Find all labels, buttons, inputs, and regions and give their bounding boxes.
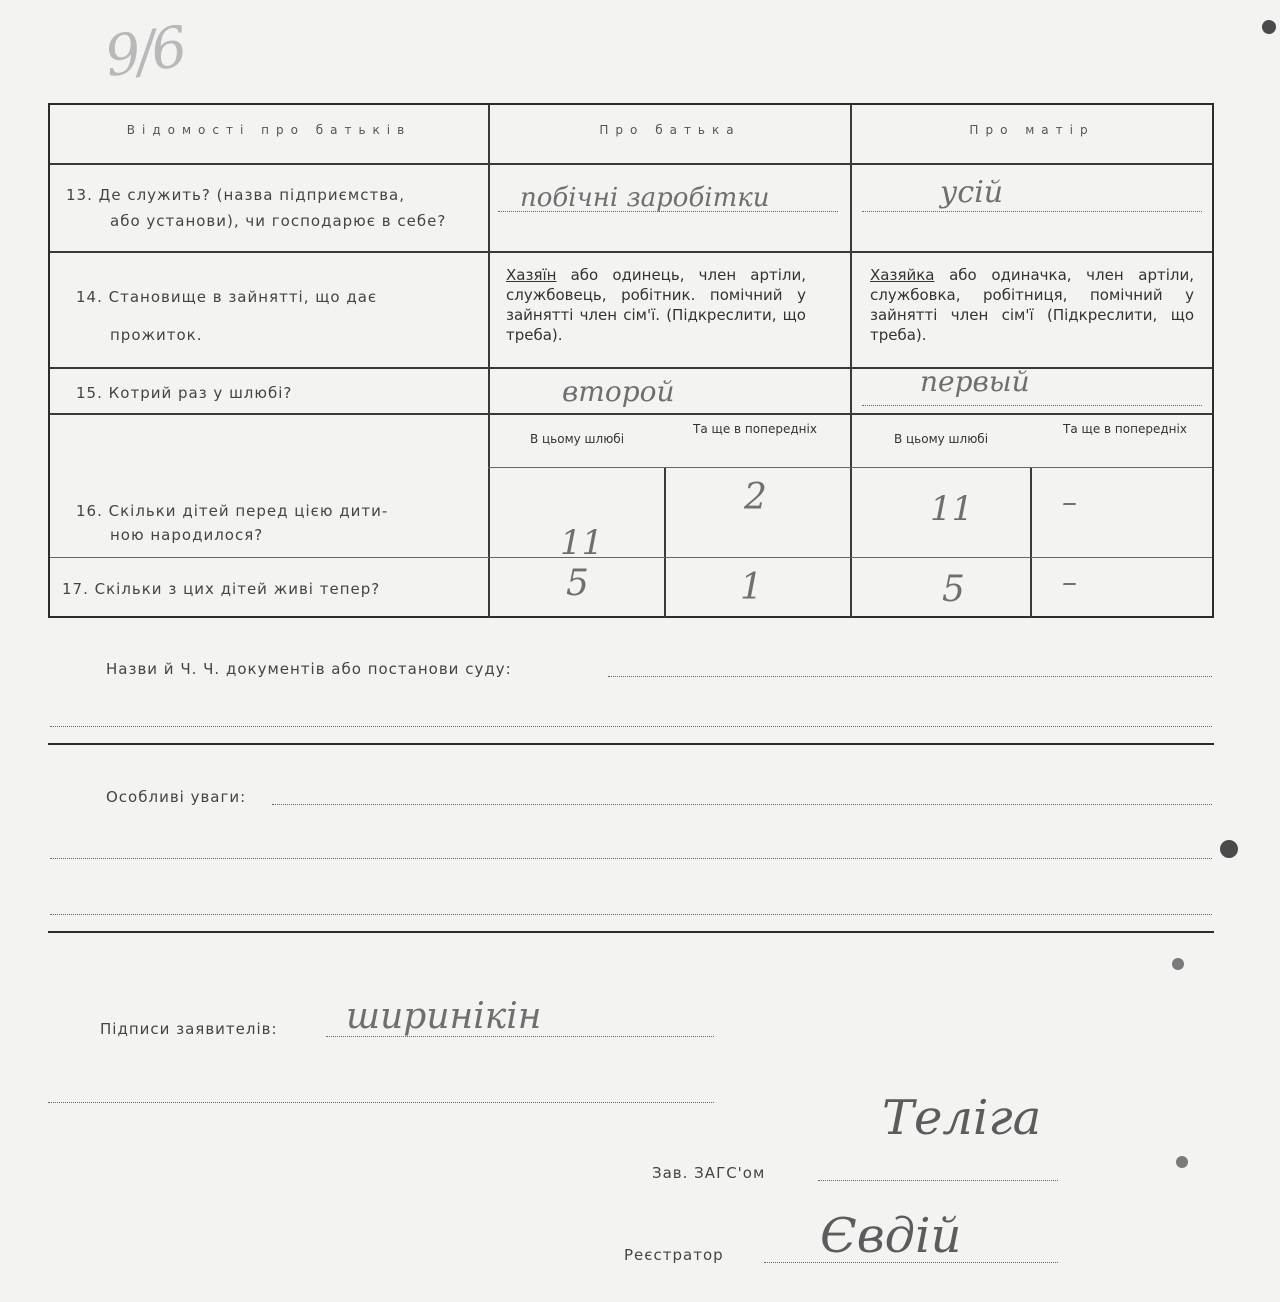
q13-father-value: побічні заробітки [520,183,770,213]
documents-section-rule [48,743,1214,745]
parents-info-table [48,103,1214,618]
q13-mother-line [862,211,1202,212]
q17-label: 17. Скільки з цих дітей живі тепер? [62,580,381,598]
binding-clip-mark [1220,840,1238,858]
q16-father-prev: 2 [744,477,767,518]
q17-father-prev: 1 [740,567,763,608]
q13-label-line1: 13. Де служить? (назва підприємства, [66,186,406,204]
subheader-mother-this: В цьому шлюбі [893,432,989,446]
q14-label-line2: прожиток. [110,326,203,344]
q16-label-line2: ною народилося? [110,526,264,544]
row-divider-13 [50,251,1212,253]
row-divider-15 [50,413,1212,415]
q14-mother-underlined-option: Хазяйка [870,266,935,284]
q15-mother-value: первый [920,365,1030,398]
applicants-signature-label: Підписи заявителів: [100,1020,278,1038]
q16-father-this: 11 [560,523,604,563]
q17-mother-prev: – [1062,565,1077,600]
header-mother: Про матір [969,123,1095,137]
edge-spot-mark-2 [1176,1156,1188,1168]
col-divider-1 [488,105,490,617]
q15-father-value: второй [562,375,675,408]
registrar-signature: Євдій [820,1208,962,1264]
col-divider-mother-sub [1030,467,1032,617]
q14-mother-other-options: або одиначка, член артіли, службовка, робітниця, помічний у зайнятті член сім'ї (Підкреслити, що треба). [870,266,1194,344]
q14-father-other-options: або одинець, член артіли, службовець, робітник. помічний у зайнятті член сім'ї. (Підкреслити, що треба). [506,266,806,344]
documents-line-1 [608,676,1212,677]
edge-spot-mark [1172,958,1184,970]
q14-father-options [506,265,806,345]
remarks-line-3 [50,914,1212,915]
row-divider-header [50,163,1212,165]
subheader-mother-previous: Та ще в попередніх [1063,422,1187,436]
documents-label: Назви й Ч. Ч. документів або постанови суду: [106,660,512,678]
col-divider-father-sub [664,467,666,617]
remarks-label: Особливі уваги: [106,788,247,806]
row-divider-14 [50,367,1212,369]
head-signature: Теліга [882,1090,1042,1146]
remarks-line-2 [50,858,1212,859]
q17-father-this: 5 [566,563,589,604]
row-divider-16 [50,557,1212,558]
q14-father-underlined-option: Хазяїн [506,266,557,284]
q16-mother-prev: – [1062,485,1077,520]
documents-line-2 [50,726,1212,727]
q16-label-line1: 16. Скільки дітей перед цією дити- [76,502,389,520]
remarks-line-1 [272,804,1212,805]
corner-handwritten-note: 9/6 [100,14,188,91]
remarks-section-rule [48,931,1214,933]
registrar-label: Реєстратор [624,1246,724,1264]
q13-mother-value: усій [940,175,1004,210]
q15-label: 15. Котрий раз у шлюбі? [76,384,293,402]
row-divider-subheader [488,467,1212,468]
head-registry-label: Зав. ЗАГС'ом [652,1164,766,1182]
subheader-father-this: В цьому шлюбі [529,432,625,446]
q17-mother-this: 5 [942,569,965,610]
q16-mother-this: 11 [930,489,974,529]
binding-hole-mark [1262,20,1276,34]
head-signature-line [818,1180,1058,1181]
q13-label-line2: або установи), чи господарює в себе? [110,212,447,230]
q14-mother-options [870,265,1194,345]
col-divider-2 [850,105,852,617]
header-info: Відомості про батьків [126,123,412,137]
applicant-signature: ширинікін [346,996,542,1037]
applicants-signature-line-2 [48,1102,714,1103]
q15-mother-line [862,405,1202,406]
header-father: Про батька [599,123,741,137]
q14-label-line1: 14. Становище в зайнятті, що дає [76,288,378,306]
subheader-father-previous: Та ще в попередніх [693,422,817,436]
